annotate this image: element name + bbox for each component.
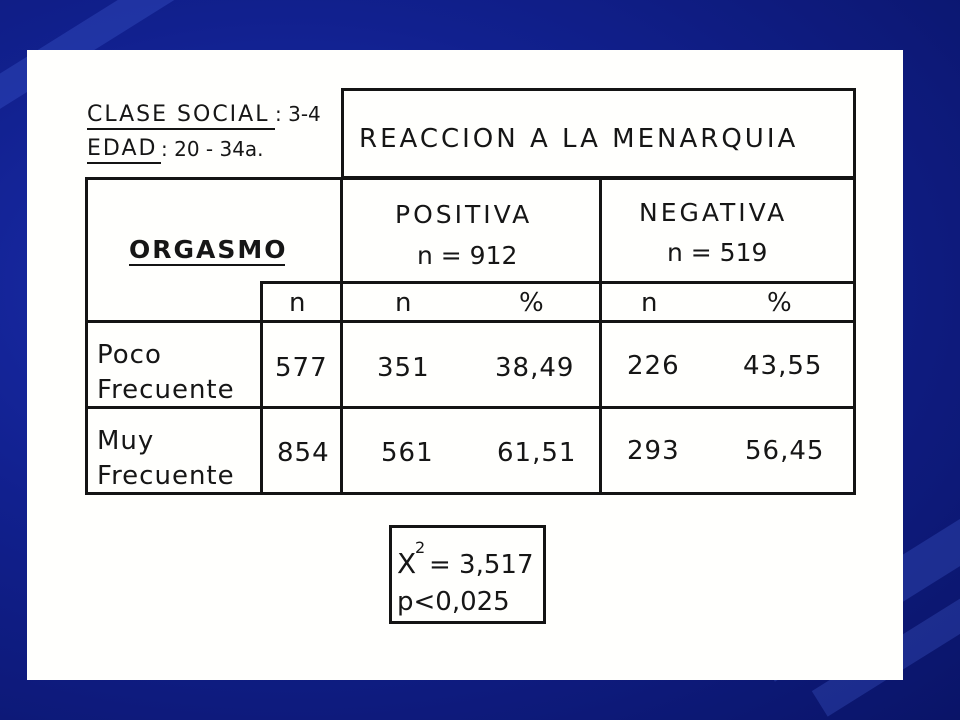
group-positiva-n: n = 912 <box>417 241 518 270</box>
divider-total-n-left <box>260 281 263 495</box>
group-negativa-n: n = 519 <box>667 238 768 267</box>
group-positiva-label: POSITIVA <box>395 200 533 229</box>
p-value: p<0,025 <box>397 587 510 617</box>
subheader-total-n: n <box>289 288 307 318</box>
row-total-n: 577 <box>275 353 328 383</box>
clase-social-underline <box>87 128 275 130</box>
group-negativa-label: NEGATIVA <box>639 198 788 227</box>
row-label-line1: Poco <box>97 340 162 370</box>
subheader-negativa-pct: % <box>767 288 793 318</box>
row-positiva-n: 351 <box>377 353 430 383</box>
row-negativa-pct: 56,45 <box>745 436 825 466</box>
subheader-positiva-n: n <box>395 288 413 318</box>
edad-label: EDAD <box>87 136 158 161</box>
table-title: REACCION A LA MENARQUIA <box>359 124 799 154</box>
row-label-line2: Frecuente <box>97 461 235 491</box>
chi-symbol: X <box>397 547 417 580</box>
chi-exponent: 2 <box>415 538 426 557</box>
row-negativa-pct: 43,55 <box>743 351 823 381</box>
edad-value: : 20 - 34a. <box>161 137 264 161</box>
row-positiva-pct: 38,49 <box>495 353 575 383</box>
row-positiva-n: 561 <box>381 438 434 468</box>
clase-social-label: CLASE SOCIAL <box>87 102 270 127</box>
subheader-negativa-n: n <box>641 288 659 318</box>
row-label-line1: Muy <box>97 426 155 456</box>
divider-subheader-top <box>260 281 856 284</box>
orgasmo-underline <box>129 264 285 266</box>
clase-social-value: : 3-4 <box>275 102 321 126</box>
divider-positiva-right <box>599 177 602 495</box>
divider-row-between <box>85 406 856 409</box>
row-positiva-pct: 61,51 <box>497 438 577 468</box>
subheader-positiva-pct: % <box>519 288 545 318</box>
divider-subheader-bottom <box>85 320 856 323</box>
row-total-n: 854 <box>277 438 330 468</box>
row-header-orgasmo: ORGASMO <box>129 235 288 264</box>
row-negativa-n: 293 <box>627 436 680 466</box>
chi-value: = 3,517 <box>429 550 534 580</box>
divider-orgasmo-right <box>340 177 343 495</box>
edad-underline <box>87 162 161 164</box>
row-label-line2: Frecuente <box>97 375 235 405</box>
row-negativa-n: 226 <box>627 351 680 381</box>
slide-content <box>27 50 903 680</box>
